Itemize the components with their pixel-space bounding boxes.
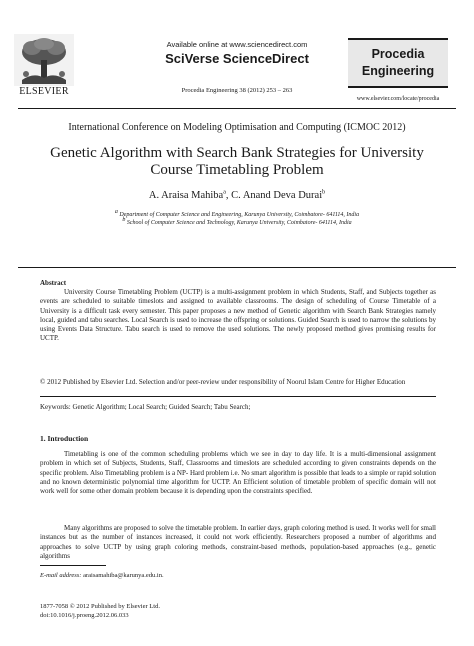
footnote-email [40, 572, 164, 579]
journal-url: www.elsevier.com/locate/procedia [356, 96, 440, 102]
affiliation-a-text: Department of Computer Science and Engineering, Karunya University, Coimbatore- 641114, India [117, 212, 360, 218]
keywords-rule [40, 396, 436, 397]
intro-paragraph-2: Many algorithms are proposed to solve the timetable problem. In earlier days, graph coloring method is used. It works well for small instances but as the number of instances increased, it could not work efficiently. Researchers proposed a number of algorithms and approaches to solve UCTP by using graph coloring methods, constraint-based methods, population-based approaches (e.g., genetic algorithms [40, 524, 436, 560]
available-online: Available online at www.sciencedirect.com [166, 40, 308, 49]
abstract-rule [18, 267, 456, 268]
author-1-sup: a [223, 189, 226, 196]
doi-line: doi:10.1016/j.proeng.2012.06.033 [40, 611, 129, 619]
publisher-name: ELSEVIER [19, 86, 69, 97]
affiliation-b-sup: b [122, 217, 126, 223]
author-1: A. Araisa Mahiba [148, 190, 224, 201]
affiliation-b-text: School of Computer Science and Technology, Karunya University, Coimbatore- 641114, India [125, 220, 352, 226]
issn-doi-block [40, 603, 160, 620]
section-heading-introduction: 1. Introduction [40, 434, 89, 443]
paper-title-line2: Course Timetabling Problem [150, 162, 324, 178]
footnote-email-value: araisamahiba@karunya.edu.in. [81, 572, 164, 579]
journal-title-line2: Engineering [361, 64, 435, 78]
footnote-rule [40, 565, 106, 566]
footnote-email-label: E-mail address: [40, 572, 82, 579]
journal-title [348, 46, 448, 80]
keywords: Keywords: Genetic Algorithm; Local Search; Guided Search; Tabu Search; [40, 403, 251, 411]
copyright-notice: © 2012 Published by Elsevier Ltd. Selection and/or peer-review under responsibility of Noorul Islam Centre for Higher Education [40, 378, 406, 386]
journal-title-box [348, 38, 448, 88]
platform-name: SciVerse ScienceDirect [165, 51, 309, 66]
paper-title-line1: Genetic Algorithm with Search Bank Strategies for University [50, 145, 424, 161]
journal-title-line1: Procedia [371, 47, 425, 61]
issn-line: 1877-7058 © 2012 Published by Elsevier Ltd. [40, 603, 160, 610]
affiliation-b [0, 217, 474, 226]
affiliation-a-sup: a [114, 209, 118, 215]
abstract-heading: Abstract [40, 279, 67, 287]
affiliation-a [0, 209, 474, 218]
paper-title [20, 145, 454, 179]
author-list [0, 190, 474, 201]
author-2: , C. Anand Deva Durai [225, 190, 323, 201]
journal-reference: Procedia Engineering 38 (2012) 253 – 263 [181, 87, 293, 94]
conference-name: International Conference on Modeling Optimisation and Computing (ICMOC 2012) [68, 122, 406, 133]
author-2-sup: b [322, 189, 326, 196]
abstract-text: University Course Timetabling Problem (UCTP) is a multi-assignment problem in which Students, Staff, and Subjects together as events are scheduled to suitable timeslots and assigned to available classrooms. The design of scheduling of Course Timetable of a University is a difficult task every semester. This paper proposes a new method of Genetic algorithm with Search Bank Strategies namely local, guided and tabu searches. Local Search is used to increase the offspring or solutions. Guided Search is used to narrow the solutions by using Events Data Structure. Tabu search is used to remove the used solutions. The newly proposed method gives promising results for UCTP. [40, 288, 436, 343]
header-rule [18, 108, 456, 109]
intro-paragraph-1: Timetabling is one of the common scheduling problems which we see in day to day life. It is a multi-dimensional assignment problem in which set of Subjects, Students, Staff, Classrooms and timeslots are scheduled according to given constraints depends on the specific problem. Also Timetabling problem is a NP- Hard problem i.e. No smart algorithm is possible that leads to a simple or rapid solution and no known deterministic polynomial time algorithm for UCTP. An Efficient solution of timetable problem of specific domain will not work well for some other domain problem because it is depending upon the constraints specified. [40, 450, 436, 496]
